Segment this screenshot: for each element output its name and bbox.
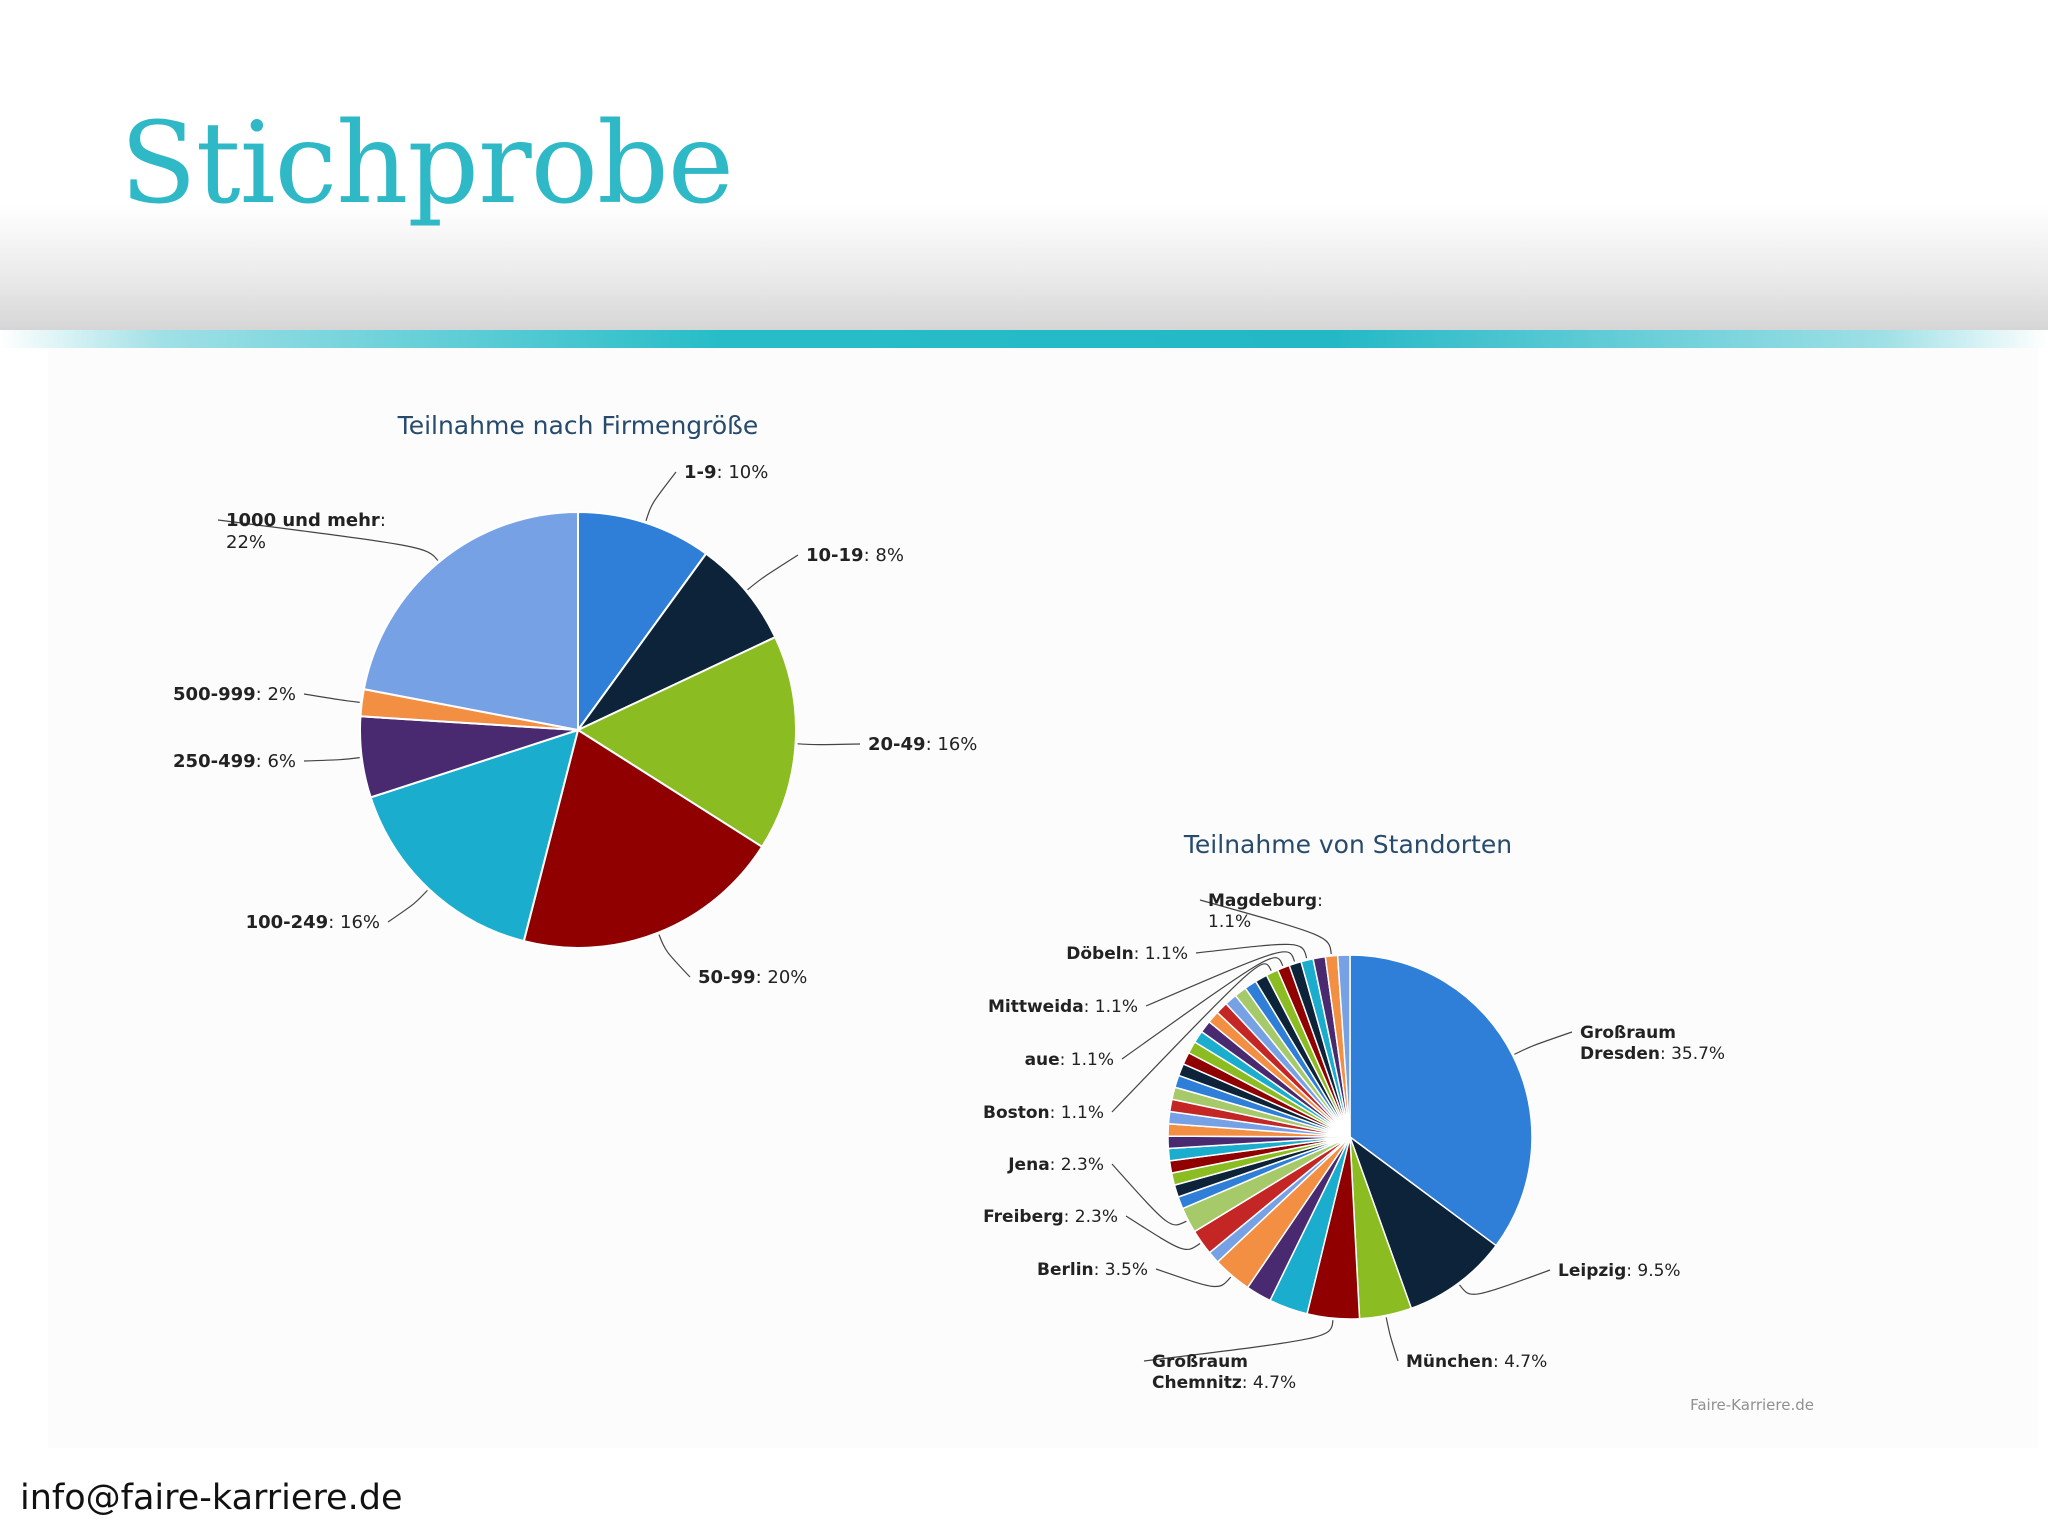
footer-email: info@faire-karriere.de xyxy=(20,1478,403,1518)
connector-leipzig xyxy=(1460,1270,1551,1294)
chart-title: Teilnahme von Standorten xyxy=(1183,830,1513,859)
connector-100-249 xyxy=(388,890,427,922)
data-label-muenchen: München: 4.7% xyxy=(1406,1352,1548,1372)
data-label-doebeln: Döbeln: 1.1% xyxy=(1066,944,1188,964)
connector-20-49 xyxy=(798,744,860,745)
chart-credit[interactable]: Faire-Karriere.de xyxy=(1690,1396,1814,1414)
connector-muenchen xyxy=(1386,1317,1398,1361)
connector-berlin xyxy=(1156,1269,1231,1287)
charts-canvas xyxy=(48,348,2038,1448)
slide-header xyxy=(0,0,2048,330)
accent-bar xyxy=(0,330,2048,348)
data-label-grossraum-dresden: Großraum Dresden: 35.7% xyxy=(1580,1023,1726,1064)
data-label-freiberg: Freiberg: 2.3% xyxy=(983,1207,1118,1227)
data-label-20-49: 20-49: 16% xyxy=(868,734,978,755)
data-label-aue: aue: 1.1% xyxy=(1024,1050,1114,1070)
data-label-jena: Jena: 2.3% xyxy=(1008,1155,1104,1175)
data-label-magdeburg: Magdeburg: 1.1% xyxy=(1208,891,1323,932)
chart-area xyxy=(48,348,2038,1448)
data-label-10-19: 10-19: 8% xyxy=(806,545,904,566)
connector-50-99 xyxy=(659,935,690,977)
connector-grossraum-dresden xyxy=(1514,1032,1572,1054)
data-label-250-499: 250-499: 6% xyxy=(173,751,296,772)
connector-10-19 xyxy=(748,555,799,590)
connector-doebeln xyxy=(1196,944,1307,958)
data-label-1-9: 1-9: 10% xyxy=(684,462,769,483)
connector-500-999 xyxy=(304,694,360,702)
data-label-100-249: 100-249: 16% xyxy=(245,912,380,933)
data-label-mittweida: Mittweida: 1.1% xyxy=(987,997,1138,1017)
data-label-50-99: 50-99: 20% xyxy=(698,967,808,988)
chart-title: Teilnahme nach Firmengröße xyxy=(397,411,759,440)
data-label-berlin: Berlin: 3.5% xyxy=(1037,1260,1148,1280)
connector-1-9 xyxy=(646,472,676,521)
connector-250-499 xyxy=(304,758,360,761)
pie-chart-2 xyxy=(983,830,1814,1414)
data-label-1000-und-mehr: 1000 und mehr: 22% xyxy=(226,510,386,553)
data-label-boston: Boston: 1.1% xyxy=(983,1103,1104,1123)
data-label-grossraum-chemnitz: Großraum Chemnitz: 4.7% xyxy=(1152,1352,1297,1393)
slide-title: Stichprobe xyxy=(120,99,734,229)
pie-chart-1 xyxy=(173,411,977,988)
data-label-leipzig: Leipzig: 9.5% xyxy=(1558,1261,1681,1281)
data-label-500-999: 500-999: 2% xyxy=(173,684,296,705)
